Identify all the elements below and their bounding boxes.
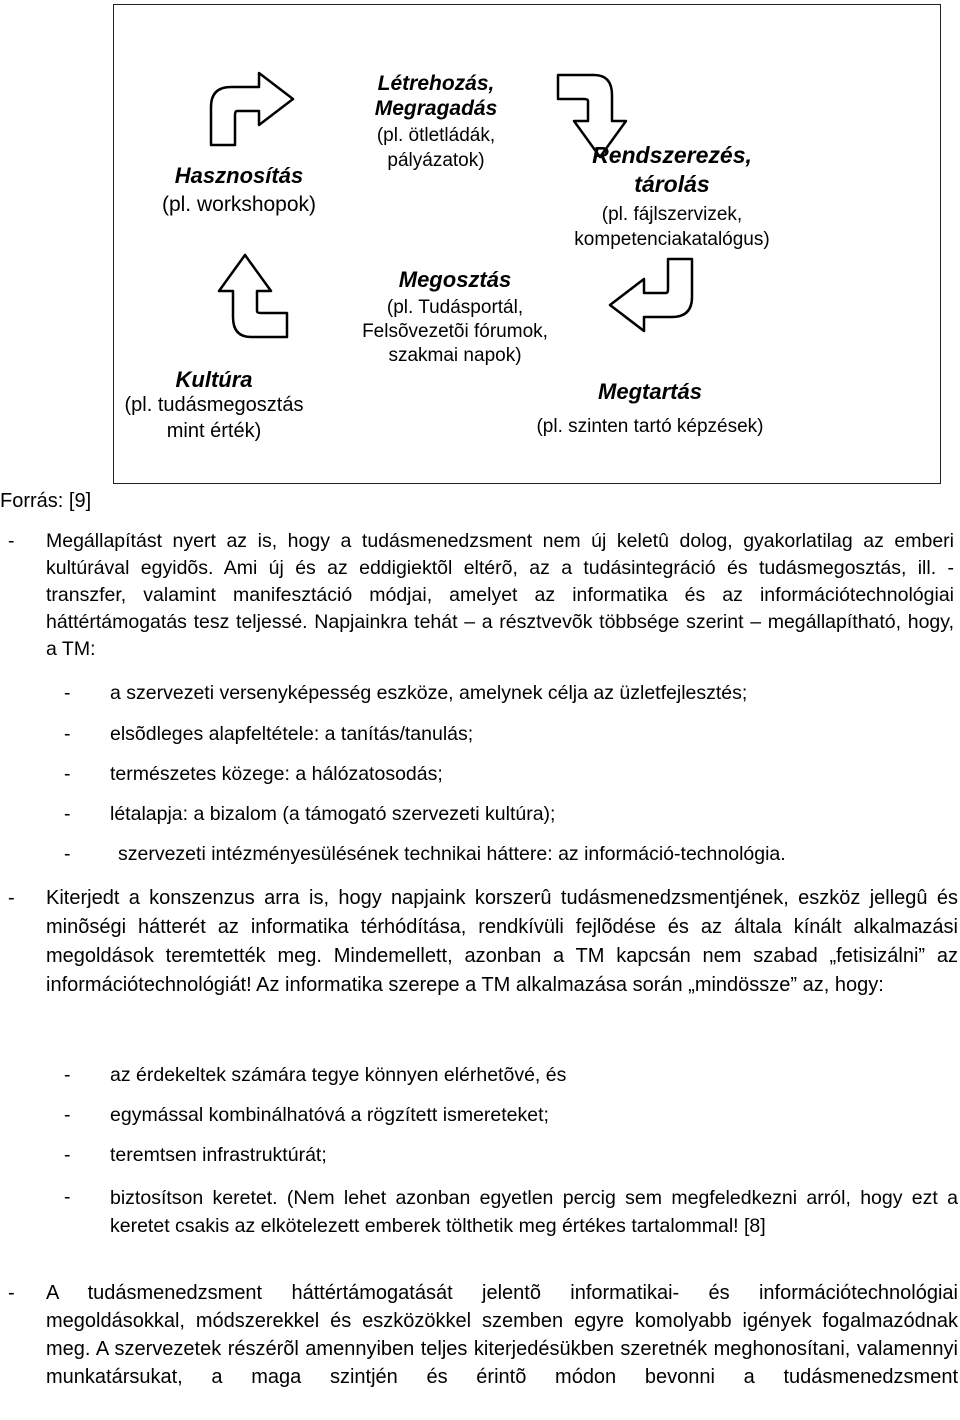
curved-arrow-down-left-icon (604, 255, 704, 335)
dash: - (64, 1064, 71, 1086)
paragraph-3-text: A tudásmenedzsment háttértámogatását jelentõ informatikai- és információtechnológiai megoldásokkal, módszerekkel és eszközökkel szemben egyre komolyabb igények fogalmazódnak meg. A szervezetek részérõl amennyiben teljes kiterjedésükben szeretnék meghonosítani, valamennyi munkatársukat, a maga szintjén és érintõ módon bevonni a tudásmenedzsment (46, 1282, 958, 1388)
list2-text: az érdekeltek számára tegye könnyen elérhetõvé, és (110, 1064, 567, 1086)
curved-arrow-up-right-icon (199, 69, 299, 149)
label-rendszerezes-title: Rendszerezés, tárolás (592, 142, 752, 197)
label-kultura (114, 367, 314, 444)
bullet-dash: - (8, 1282, 15, 1304)
bullet-dash: - (8, 887, 15, 909)
list1-text: a szervezeti versenyképesség eszköze, amelynek célja az üzletfejlesztés; (110, 682, 748, 704)
label-letrehozas-sub: (pl. ötletládák, pályázatok) (376, 125, 496, 171)
paragraph-3 (0, 1279, 960, 1391)
label-letrehozas-title: Létrehozás, Megragadás (374, 72, 498, 120)
list2-last-text: biztosítson keretet. (Nem lehet azonban egyetlen percig sem megfeledkezni arról, hogy ezt a keretet csakis az elkötelezett emberek tölthetik meg értékes tartalommal! [8] (110, 1187, 958, 1237)
list2-text: egymással kombinálhatóvá a rögzített ismereteket; (110, 1104, 549, 1126)
label-megosztas-title: Megosztás (398, 267, 512, 292)
dash: - (64, 723, 71, 745)
knowledge-cycle-diagram (113, 4, 941, 484)
label-hasznositas-title: Hasznosítás (174, 163, 304, 188)
label-letrehozas (346, 71, 526, 173)
list1-text: létalapja: a bizalom (a támogató szervezeti kultúra); (110, 803, 556, 825)
list2-item-last (64, 1184, 958, 1240)
paragraph-1-text: Megállapítást nyert az is, hogy a tudásmenedzsment nem új keletû dolog, gyakorlatilag az emberi kultúrával egyidõs. Ami új és az eddigiektõl eltérõ, az a tudásintegráció és tudásmegosztás, ill. - transzfer, valamint manifesztáció módjai, amelyet az informatika és az információtechnológiai háttértámogatás tesz teljessé. Napjainkra tehát – a résztvevõk többsége szerint – megállapítható, hogy, a TM: (46, 530, 954, 660)
label-megtartas-title: Megtartás (598, 379, 702, 404)
dash: - (64, 843, 71, 865)
dash: - (64, 763, 71, 785)
list2-text: teremtsen infrastruktúrát; (110, 1144, 327, 1166)
paragraph-2 (0, 884, 960, 1000)
list1-text: szervezeti intézményesülésének technikai háttere: az információ-technológia. (118, 843, 786, 865)
label-megtartas-sub: (pl. szinten tartó képzések) (536, 416, 764, 437)
curved-arrow-left-up-icon (211, 249, 291, 349)
label-megtartas (510, 379, 790, 439)
label-hasznositas-sub: (pl. workshopok) (161, 193, 317, 216)
dash: - (64, 803, 71, 825)
label-rendszerezes (532, 141, 812, 252)
paragraph-1 (0, 528, 960, 663)
source-note: Forrás: [9] (0, 490, 92, 512)
dash: - (64, 1144, 71, 1166)
label-kultura-title: Kultúra (175, 367, 253, 392)
dash: - (64, 1186, 71, 1208)
dash: - (64, 1104, 71, 1126)
bullet-dash: - (8, 530, 15, 552)
list1-text: elsõdleges alapfeltétele: a tanítás/tanulás; (110, 723, 474, 745)
label-rendszerezes-sub: (pl. fájlszervizek, kompetenciakatalógus) (574, 204, 770, 250)
label-hasznositas (139, 163, 339, 217)
label-kultura-sub: (pl. tudásmegosztás mint érték) (124, 394, 304, 442)
label-megosztas-sub: (pl. Tudásportál, Felsõvezetõi fórumok, szakmai napok) (362, 297, 548, 366)
label-megosztas (324, 267, 586, 368)
dash: - (64, 682, 71, 704)
list1-text: természetes közege: a hálózatosodás; (110, 763, 443, 785)
paragraph-2-text: Kiterjedt a konszenzus arra is, hogy napjaink korszerû tudásmenedzsmentjének, eszköz jellegû és minõségi hátterét az informatika térhódítása, rendkívüli fejlõdése és az általa kínált alkalmazási megoldások teremtették meg. Mindemellett, azonban a TM kapcsán nem szabad „fetisizálni” az információtechnológiát! Az informatika szerepe a TM alkalmazása során „mindössze” az, hogy: (46, 887, 958, 996)
